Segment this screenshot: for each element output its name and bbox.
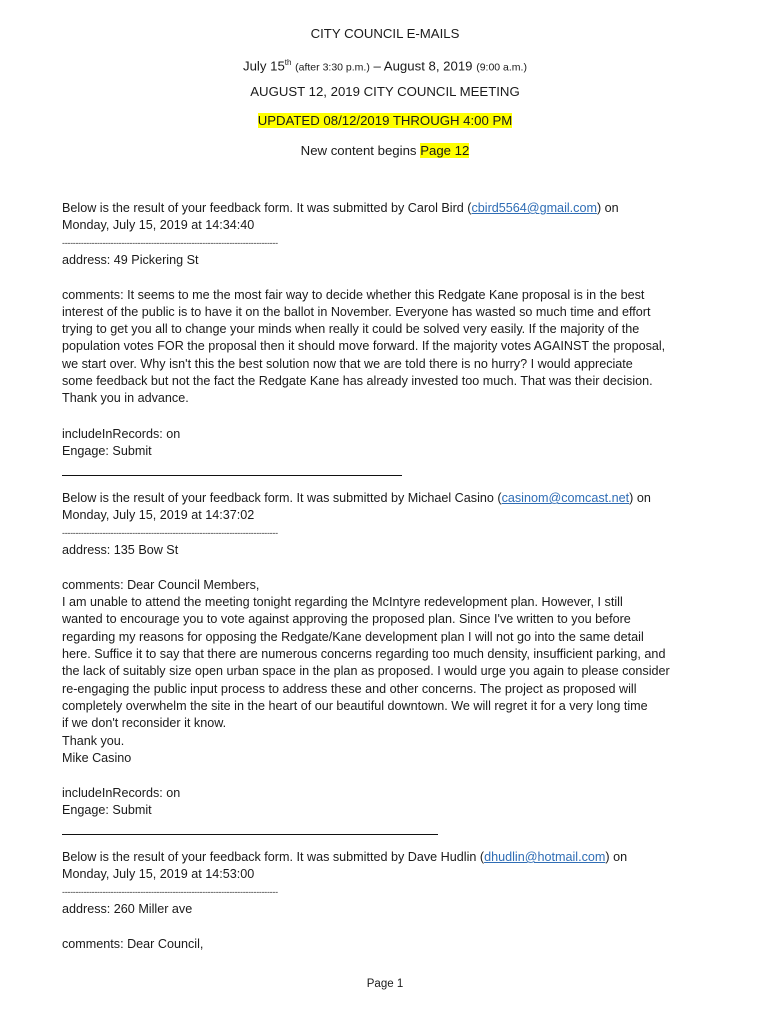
entry-1-comment-line: population votes FOR the proposal then it should move forward. If the majority votes AGAINST the proposal, [62, 339, 666, 353]
entry-3-comment-line: comments: Dear Council, [62, 937, 204, 951]
date-range: July 15th (after 3:30 p.m.) – August 8, 2019 (9:00 a.m.) [243, 58, 527, 74]
entry-2-comment-line: re-engaging the public input process to address these and other concerns. The project as proposed will [62, 682, 637, 696]
entry-3-email-link[interactable]: dhudlin@hotmail.com [484, 850, 606, 864]
entry-2-comment-line: if we don't reconsider it know. [62, 716, 227, 730]
entry-1-comment-line: comments: It seems to me the most fair way to decide whether this Redgate Kane proposal is in the best [62, 288, 645, 302]
entry-2-comment-line: Thank you. [62, 734, 125, 748]
page-number: Page 1 [366, 978, 404, 990]
entry-2-include: includeInRecords: on [62, 786, 181, 800]
entry-1-email-link[interactable]: cbird5564@gmail.com [471, 201, 597, 215]
entry-1-comment-line: some feedback but not the fact the Redgate Kane has already invested too much. That was their decision. [62, 374, 653, 388]
entry-2-comment-line: regarding my reasons for opposing the Redgate/Kane development plan I will not go into the same detail [62, 630, 644, 644]
entry-2-divider [62, 834, 438, 835]
entry-3-datetime: Monday, July 15, 2019 at 14:53:00 [62, 867, 255, 881]
entry-2-comment-line: I am unable to attend the meeting tonight regarding the McIntyre redevelopment plan. However, I still [62, 595, 623, 609]
updated-notice [0, 113, 770, 129]
entry-1-comment-line: trying to get you all to change your minds when really it could be solved very easily. If the majority of the [62, 322, 640, 336]
new-content-page-link: Page 12 [420, 143, 470, 158]
entry-2-comment-line: Mike Casino [62, 751, 132, 765]
entry-2-comment-line: completely overwhelm the site in the heart of our beautiful downtown. We will regret it for a very long time [62, 699, 648, 713]
entry-2-email-link[interactable]: casinom@comcast.net [501, 491, 630, 505]
entry-1-comment-line: we start over. Why isn't this the best solution now that we are told there is no hurry? I would appreciate [62, 357, 633, 371]
entry-2-datetime: Monday, July 15, 2019 at 14:37:02 [62, 508, 255, 522]
entry-2-comment-line: the lack of suitably size open urban space in the plan as proposed. I would urge you again to please consider [62, 664, 670, 678]
entry-1-engage: Engage: Submit [62, 444, 152, 458]
entry-2-comment-line: wanted to encourage you to vote against approving the proposed plan. Since I've written to you before [62, 612, 631, 626]
entry-2-comment-line: here. Suffice it to say that there are numerous concerns regarding too much density, insufficient parking, and [62, 647, 666, 661]
entry-1-intro: Below is the result of your feedback form. It was submitted by Carol Bird (cbird5564@gmail.com) on [62, 201, 619, 215]
entry-3-intro: Below is the result of your feedback form. It was submitted by Dave Hudlin (dhudlin@hotmail.com) on [62, 850, 628, 864]
entry-2-comment-line: comments: Dear Council Members, [62, 578, 260, 592]
entry-1-address: address: 49 Pickering St [62, 253, 199, 267]
entry-2-engage: Engage: Submit [62, 803, 152, 817]
entry-1-comment-line: interest of the public is to have it on the ballot in November. Everyone has wasted so much time and effort [62, 305, 651, 319]
entry-1-divider [62, 475, 402, 476]
new-content-notice: New content begins Page 12 [300, 143, 470, 158]
entry-2-intro: Below is the result of your feedback form. It was submitted by Michael Casino (casinom@comcast.net) on [62, 491, 651, 505]
entry-2-separator: -------------------------------------------------------------------------------- [62, 528, 278, 538]
updated-highlight: UPDATED 08/12/2019 THROUGH 4:00 PM [257, 113, 513, 128]
entry-2-address: address: 135 Bow St [62, 543, 179, 557]
entry-1-datetime: Monday, July 15, 2019 at 14:34:40 [62, 218, 255, 232]
document-title: CITY COUNCIL E-MAILS [310, 26, 460, 41]
entry-3-separator: -------------------------------------------------------------------------------- [62, 887, 278, 897]
entry-1-comment-line: Thank you in advance. [62, 391, 189, 405]
entry-1-separator: -------------------------------------------------------------------------------- [62, 238, 278, 248]
entry-1-include: includeInRecords: on [62, 427, 181, 441]
meeting-title: AUGUST 12, 2019 CITY COUNCIL MEETING [250, 84, 520, 99]
entry-3-address: address: 260 Miller ave [62, 902, 193, 916]
